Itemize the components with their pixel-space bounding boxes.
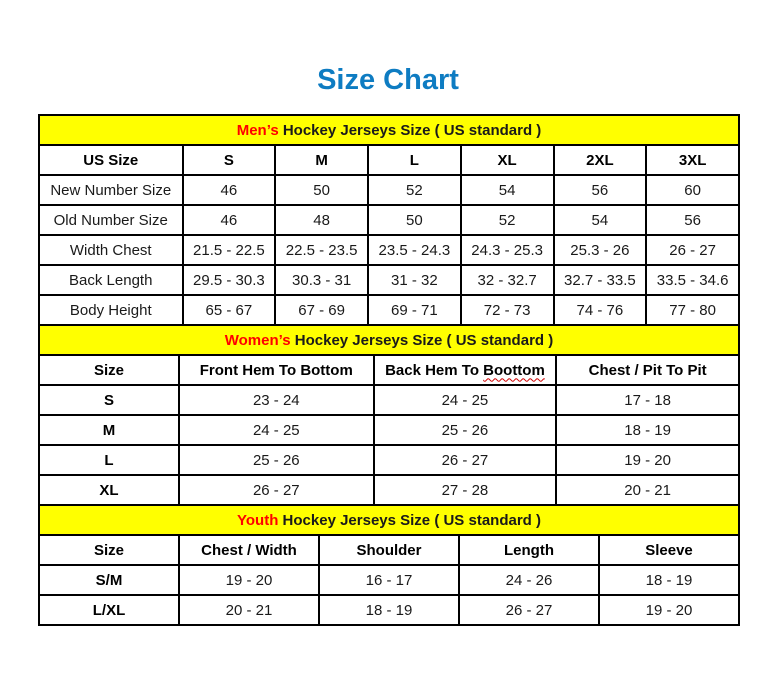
table-banner xyxy=(39,505,739,535)
size-value-cell: 25 - 26 xyxy=(374,415,557,445)
size-value-cell: 56 xyxy=(554,175,647,205)
table-row xyxy=(39,235,739,265)
row-label: XL xyxy=(39,475,179,505)
banner-highlight: Men’s xyxy=(236,121,279,139)
size-value-cell: 18 - 19 xyxy=(556,415,739,445)
column-header: M xyxy=(275,145,368,175)
column-header: Size xyxy=(39,535,179,565)
size-value-cell: 24 - 25 xyxy=(374,385,557,415)
banner-row xyxy=(39,505,739,535)
size-value-cell: 65 - 67 xyxy=(183,295,276,325)
table-row xyxy=(39,475,739,505)
size-value-cell: 69 - 71 xyxy=(368,295,461,325)
size-value-cell: 52 xyxy=(461,205,554,235)
size-value-cell: 16 - 17 xyxy=(319,565,459,595)
table-row xyxy=(39,265,739,295)
column-header: Chest / Pit To Pit xyxy=(556,355,739,385)
table-row xyxy=(39,385,739,415)
size-value-cell: 74 - 76 xyxy=(554,295,647,325)
size-value-cell: 32.7 - 33.5 xyxy=(554,265,647,295)
size-value-cell: 18 - 19 xyxy=(599,565,739,595)
size-value-cell: 56 xyxy=(646,205,739,235)
table-row xyxy=(39,595,739,625)
size-value-cell: 24 - 25 xyxy=(179,415,374,445)
size-value-cell: 48 xyxy=(275,205,368,235)
table-row xyxy=(39,175,739,205)
size-value-cell: 50 xyxy=(368,205,461,235)
table-banner xyxy=(39,325,739,355)
table-banner xyxy=(39,115,739,145)
column-header: L xyxy=(368,145,461,175)
size-value-cell: 21.5 - 22.5 xyxy=(183,235,276,265)
size-value-cell: 50 xyxy=(275,175,368,205)
size-value-cell: 26 - 27 xyxy=(646,235,739,265)
banner-highlight: Women’s xyxy=(224,331,291,349)
size-value-cell: 72 - 73 xyxy=(461,295,554,325)
row-label: S/M xyxy=(39,565,179,595)
row-label: L xyxy=(39,445,179,475)
row-label: Old Number Size xyxy=(39,205,183,235)
womens-size-table xyxy=(38,324,740,506)
size-value-cell: 31 - 32 xyxy=(368,265,461,295)
table-row xyxy=(39,415,739,445)
size-value-cell: 19 - 20 xyxy=(179,565,319,595)
column-header: 2XL xyxy=(554,145,647,175)
column-header: Shoulder xyxy=(319,535,459,565)
size-value-cell: 20 - 21 xyxy=(556,475,739,505)
size-value-cell: 23 - 24 xyxy=(179,385,374,415)
size-value-cell: 26 - 27 xyxy=(459,595,599,625)
banner-rest: Hockey Jerseys Size ( US standard ) xyxy=(278,511,541,529)
banner-row xyxy=(39,325,739,355)
banner-highlight: Youth xyxy=(237,511,279,529)
size-value-cell: 20 - 21 xyxy=(179,595,319,625)
size-value-cell: 19 - 20 xyxy=(556,445,739,475)
banner-row xyxy=(39,115,739,145)
column-header: Front Hem To Bottom xyxy=(179,355,374,385)
row-label: Width Chest xyxy=(39,235,183,265)
size-value-cell: 33.5 - 34.6 xyxy=(646,265,739,295)
size-value-cell: 30.3 - 31 xyxy=(275,265,368,295)
column-header-row xyxy=(39,535,739,565)
size-value-cell: 26 - 27 xyxy=(179,475,374,505)
size-value-cell: 46 xyxy=(183,175,276,205)
header-text: Back Hem To xyxy=(385,361,484,379)
column-header-row xyxy=(39,145,739,175)
column-header: Size xyxy=(39,355,179,385)
row-label: Back Length xyxy=(39,265,183,295)
row-label: L/XL xyxy=(39,595,179,625)
size-value-cell: 77 - 80 xyxy=(646,295,739,325)
size-value-cell: 25.3 - 26 xyxy=(554,235,647,265)
size-value-cell: 60 xyxy=(646,175,739,205)
size-value-cell: 22.5 - 23.5 xyxy=(275,235,368,265)
size-value-cell: 46 xyxy=(183,205,276,235)
size-value-cell: 32 - 32.7 xyxy=(461,265,554,295)
size-value-cell: 24.3 - 25.3 xyxy=(461,235,554,265)
size-value-cell: 54 xyxy=(461,175,554,205)
row-label: M xyxy=(39,415,179,445)
banner-rest: Hockey Jerseys Size ( US standard ) xyxy=(290,331,554,349)
size-value-cell: 19 - 20 xyxy=(599,595,739,625)
size-value-cell: 18 - 19 xyxy=(319,595,459,625)
column-header xyxy=(374,355,557,385)
size-value-cell: 52 xyxy=(368,175,461,205)
row-label: Body Height xyxy=(39,295,183,325)
size-chart-sheet xyxy=(0,64,776,626)
table-row xyxy=(39,565,739,595)
table-row xyxy=(39,295,739,325)
column-header: Length xyxy=(459,535,599,565)
size-value-cell: 67 - 69 xyxy=(275,295,368,325)
size-value-cell: 54 xyxy=(554,205,647,235)
size-value-cell: 29.5 - 30.3 xyxy=(183,265,276,295)
column-header-row xyxy=(39,355,739,385)
page-title: Size Chart xyxy=(317,64,459,96)
size-value-cell: 24 - 26 xyxy=(459,565,599,595)
row-label: S xyxy=(39,385,179,415)
column-header: XL xyxy=(461,145,554,175)
size-value-cell: 27 - 28 xyxy=(374,475,557,505)
table-row xyxy=(39,205,739,235)
column-header: 3XL xyxy=(646,145,739,175)
column-header: Chest / Width xyxy=(179,535,319,565)
size-value-cell: 26 - 27 xyxy=(374,445,557,475)
misspelled-word: Boottom xyxy=(483,361,545,379)
mens-size-table xyxy=(38,114,740,326)
size-value-cell: 25 - 26 xyxy=(179,445,374,475)
table-row xyxy=(39,445,739,475)
column-header: Sleeve xyxy=(599,535,739,565)
column-header: US Size xyxy=(39,145,183,175)
row-label: New Number Size xyxy=(39,175,183,205)
youth-size-table xyxy=(38,504,740,626)
size-value-cell: 17 - 18 xyxy=(556,385,739,415)
size-value-cell: 23.5 - 24.3 xyxy=(368,235,461,265)
column-header: S xyxy=(183,145,276,175)
banner-rest: Hockey Jerseys Size ( US standard ) xyxy=(278,121,542,139)
